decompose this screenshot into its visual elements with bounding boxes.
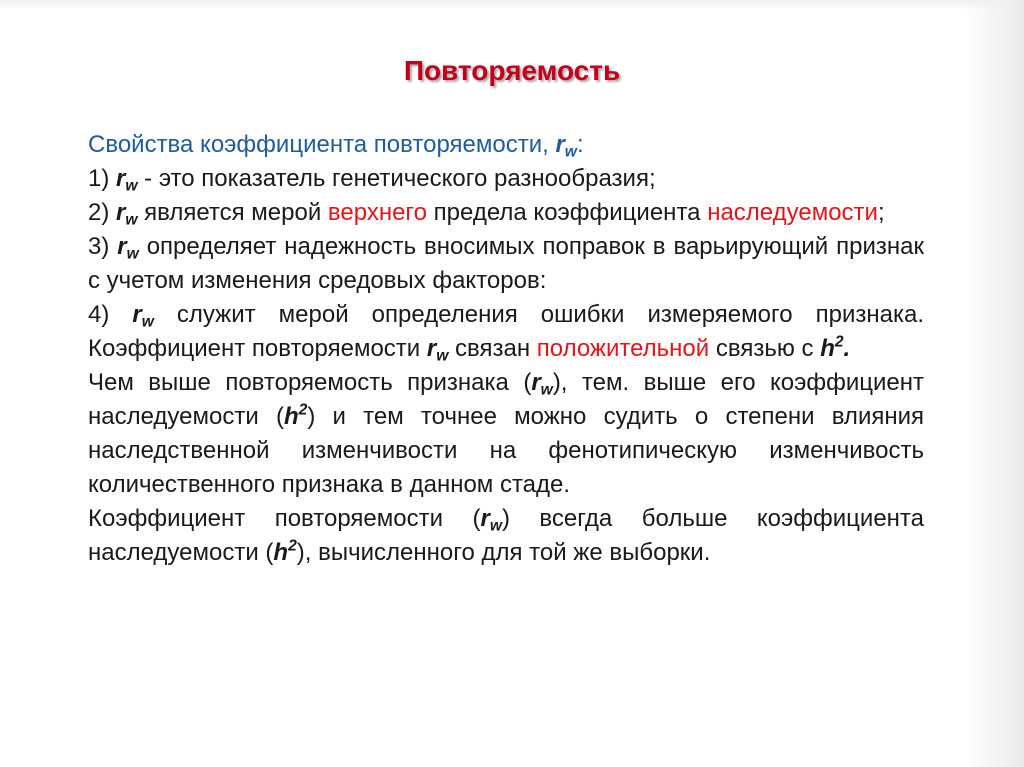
- paragraph-always-greater: Коэффициент повторяемости $(r_w)$ всегда больше коэффициента наследуемости $(h^2)$, вычисленного для той же выборки.: [88, 505, 924, 566]
- slide-edge-shadow: [964, 0, 1024, 767]
- intro-text: Свойства коэффициента повторяемости,: [88, 131, 556, 158]
- rw-symbol: $r_w$: [117, 233, 139, 263]
- h2-symbol: $h^2$: [273, 537, 297, 566]
- property-3: 3) $r_w$ определяет надежность вносимых поправок в варьирующий признак с учетом изменения средовых факторов:: [88, 233, 924, 294]
- slide-body: [88, 128, 924, 570]
- rw-symbol: $r_w$: [116, 199, 138, 229]
- rw-symbol: $r_w$: [116, 165, 138, 195]
- property-4: 4) $r_w$ служит мерой определения ошибки измеряемого признака. Коэффициент повторяемости $r_w$ связан положительной связью с $h^2$.: [88, 301, 925, 365]
- rw-symbol: $r_w$: [531, 369, 553, 399]
- highlight-upper: верхнего: [327, 199, 428, 226]
- paragraph-higher-repeatability: Чем выше повторяемость признака $(r_w)$, тем. выше его коэффициент наследуемости $(h^2)$ и тем точнее можно судить о степени влияния наследственной изменчивости на фенотипическую изменчивость количественного признака в данном стаде.: [88, 369, 924, 498]
- h2-symbol: $h^2$.: [820, 333, 851, 362]
- rw-symbol: $r_w$: [132, 301, 154, 331]
- highlight-heritability: наследуемости: [707, 199, 878, 226]
- slide-title: Повторяемость: [403, 55, 621, 86]
- rw-symbol: $r_w$: [480, 505, 502, 535]
- h2-symbol: $h^2$: [283, 401, 308, 430]
- property-1: 1) $r_w$ - это показатель генетического разнообразия;: [88, 165, 656, 195]
- rw-symbol: $r_w$: [426, 335, 449, 365]
- rw-symbol: $r_w$: [555, 131, 577, 161]
- intro-line: Свойства коэффициента повторяемости, $r_w$:: [88, 131, 584, 161]
- highlight-positive: положительной: [536, 335, 710, 362]
- slide-top-shadow: [0, 0, 1024, 10]
- property-2: 2) $r_w$ является мерой верхнего предела коэффициента наследуемости;: [88, 199, 885, 229]
